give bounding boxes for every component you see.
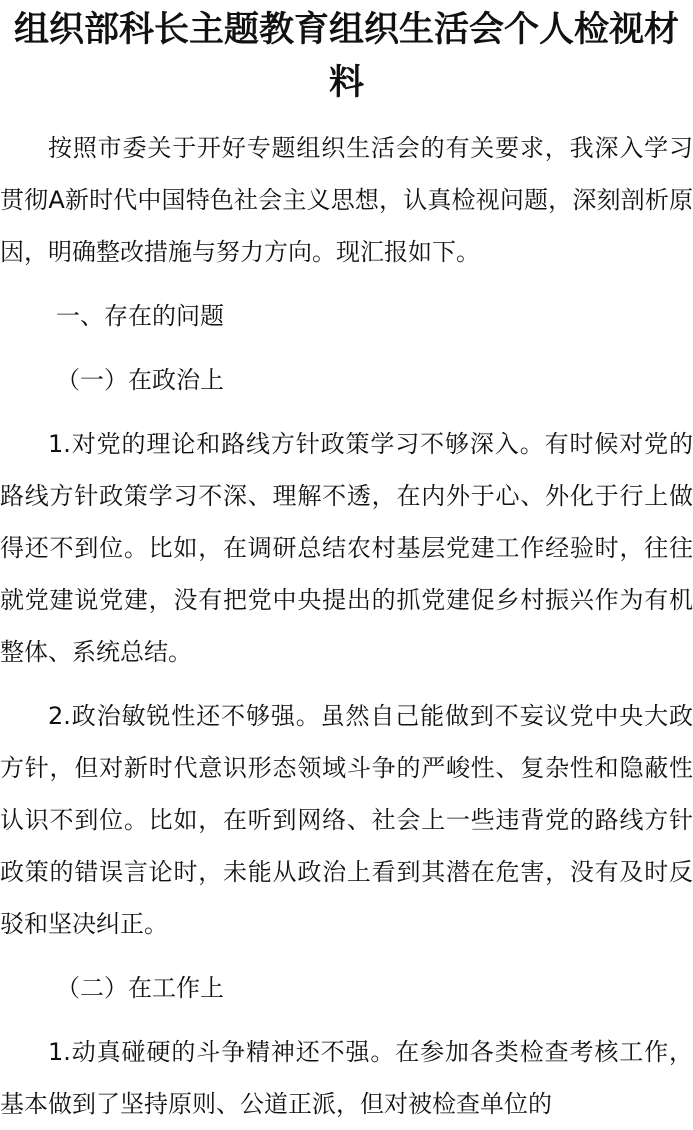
- spacer: [0, 950, 693, 962]
- paragraph-item-1: 1.对党的理论和路线方针政策学习不够深入。有时候对党的路线方针政策学习不深、理解不透，在内外于心、外化于行上做得还不到位。比如，在调研总结农村基层党建工作经验时，往往就党建说党建，没有把党中央提出的抓党建促乡村振兴作为有机整体、系统总结。: [0, 430, 693, 666]
- spacer: [0, 406, 693, 418]
- spacer: [0, 678, 693, 690]
- spacer: [0, 110, 693, 122]
- intro-paragraph: 按照市委关于开好专题组织生活会的有关要求，我深入学习贯彻A新时代中国特色社会主义思想，认真检视问题，深刻剖析原因，明确整改措施与努力方向。现汇报如下。: [0, 134, 693, 266]
- section-heading: 一、存在的问题: [56, 302, 224, 330]
- paragraph-item-2: 2.政治敏锐性还不够强。虽然自己能做到不妄议党中央大政方针，但对新时代意识形态领域斗争的严峻性、复杂性和隐蔽性认识不到位。比如，在听到网络、社会上一些违背党的路线方针政策的错误言论时，未能从政治上看到其潜在危害，没有及时反驳和坚决纠正。: [0, 702, 693, 938]
- subsection-heading-work: （二）在工作上: [56, 974, 224, 1002]
- paragraph-item-3: 1.动真碰硬的斗争精神还不强。在参加各类检查考核工作，基本做到了坚持原则、公道正派，但对被检查单位的: [0, 1038, 693, 1118]
- subsection-heading-political: （一）在政治上: [56, 366, 224, 394]
- spacer: [0, 278, 693, 290]
- spacer: [0, 1014, 693, 1026]
- spacer: [0, 342, 693, 354]
- document-title: 组织部科长主题教育组织生活会个人检视材料: [13, 10, 679, 103]
